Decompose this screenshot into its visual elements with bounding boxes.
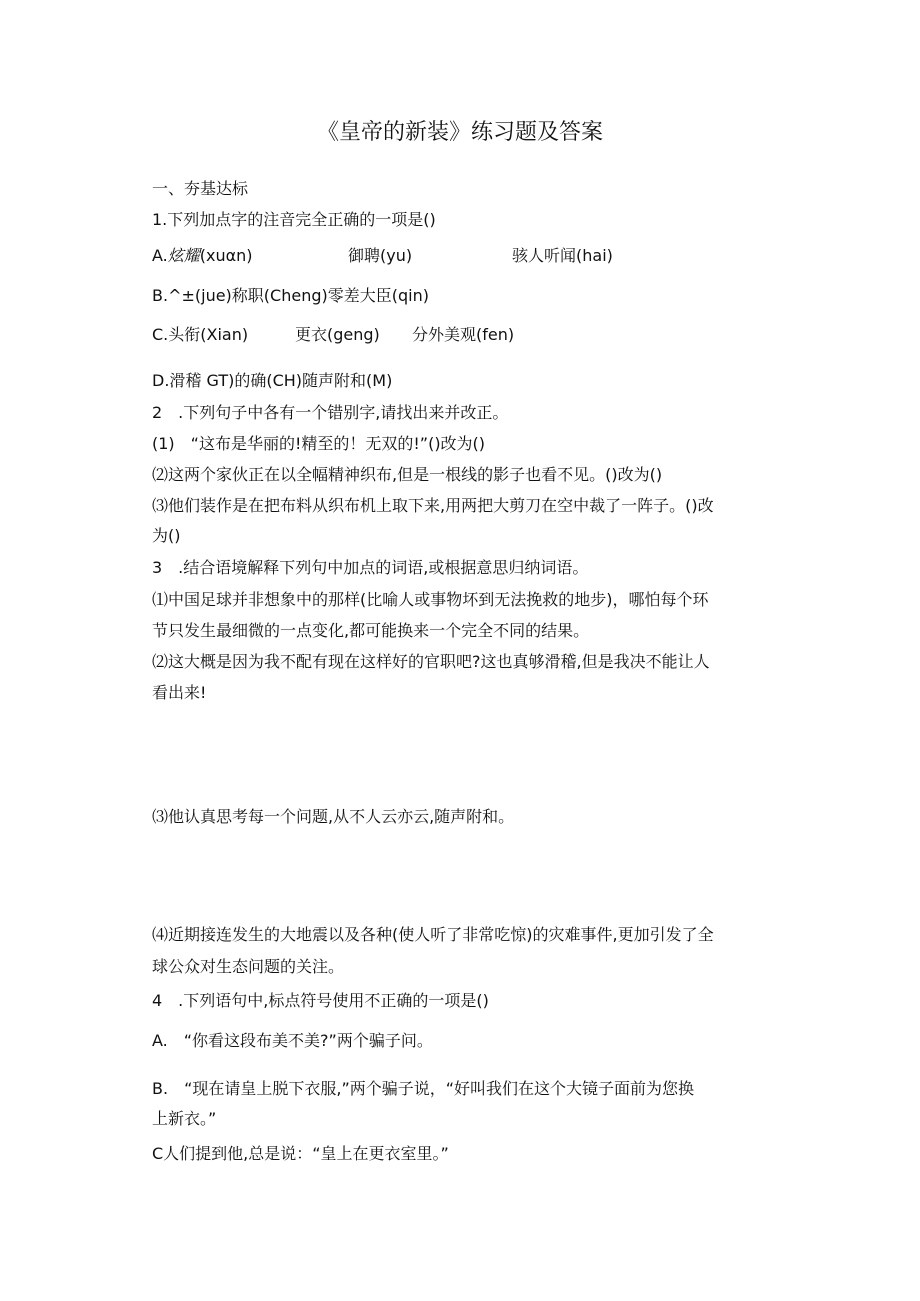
question-3-item-1-cont: 节只发生最细微的一点变化,都可能换来一个完全不同的结果。 — [152, 621, 590, 640]
question-4-option-a: A. “你看这段布美不美?”两个骗子问。 — [152, 1031, 433, 1050]
option-a-pinyin: (xuαn) — [199, 246, 253, 265]
question-3-item-4-cont: 球公众对生态问题的关注。 — [152, 957, 345, 976]
question-1-option-c-item-3: 分外美观(fen) — [412, 325, 515, 344]
question-4-option-b: B. “现在请皇上脱下衣服,”两个骗子说，“好叫我们在这个大镜子面前为您换 — [152, 1079, 695, 1098]
question-1-option-c: C.头衔(Xian) — [152, 325, 249, 344]
question-2-sentence-1: (1) “这布是华丽的!精至的！无双的!”()改为() — [152, 434, 486, 453]
question-4-option-b-cont: 上新衣。” — [152, 1109, 217, 1128]
question-4-option-c: C人们提到他,总是说：“皇上在更衣室里。” — [152, 1144, 449, 1163]
question-1-option-d: D.滑稽 GT)的确(CH)随声附和(M) — [152, 371, 393, 390]
section-heading: 一、夯基达标 — [152, 179, 249, 198]
question-1-option-a-item-2: 御聘(yu) — [348, 246, 413, 265]
question-3-item-4: ⑷近期接连发生的大地震以及各种(使人听了非常吃惊)的灾难事件,更加引发了全 — [152, 925, 714, 944]
question-3-item-2-cont: 看出来! — [152, 683, 207, 702]
question-2-sentence-3: ⑶他们装作是在把布料从织布机上取下来,用两把大剪刀在空中裁了一阵子。()改 — [152, 496, 714, 515]
question-3-stem: 3 .结合语境解释下列句中加点的词语,或根据意思归纳词语。 — [152, 558, 589, 577]
question-3-item-1: ⑴中国足球并非想象中的那样(比喻人或事物坏到无法挽救的地步)，哪怕每个环 — [152, 590, 709, 609]
question-1-option-a — [152, 245, 253, 267]
question-2-sentence-3-cont: 为() — [152, 526, 181, 545]
question-1-option-c-item-2: 更衣(geng) — [295, 325, 380, 344]
question-2-stem: 2 .下列句子中各有一个错别字,请找出来并改正。 — [152, 403, 509, 422]
question-3-item-3: ⑶他认真思考每一个问题,从不人云亦云,随声附和。 — [152, 807, 515, 826]
question-2-sentence-2: ⑵这两个家伙正在以全幅精神织布,但是一根线的影子也看不见。()改为() — [152, 465, 663, 484]
question-3-item-2: ⑵这大概是因为我不配有现在这样好的官职吧?这也真够滑稽,但是我决不能让人 — [152, 652, 710, 671]
document-title: 《皇帝的新装》练习题及答案 — [316, 120, 603, 145]
option-a-label: A. — [152, 246, 168, 265]
option-a-word: 炫耀 — [167, 246, 200, 265]
question-1-stem: 1.下列加点字的注音完全正确的一项是() — [152, 210, 436, 229]
question-1-option-a-item-3: 骇人听闻(hai) — [512, 246, 613, 265]
question-4-stem: 4 .下列语句中,标点符号使用不正确的一项是() — [152, 991, 489, 1010]
question-1-option-b: B.^±(jue)称职(Cheng)零差大臣(qin) — [152, 286, 429, 305]
